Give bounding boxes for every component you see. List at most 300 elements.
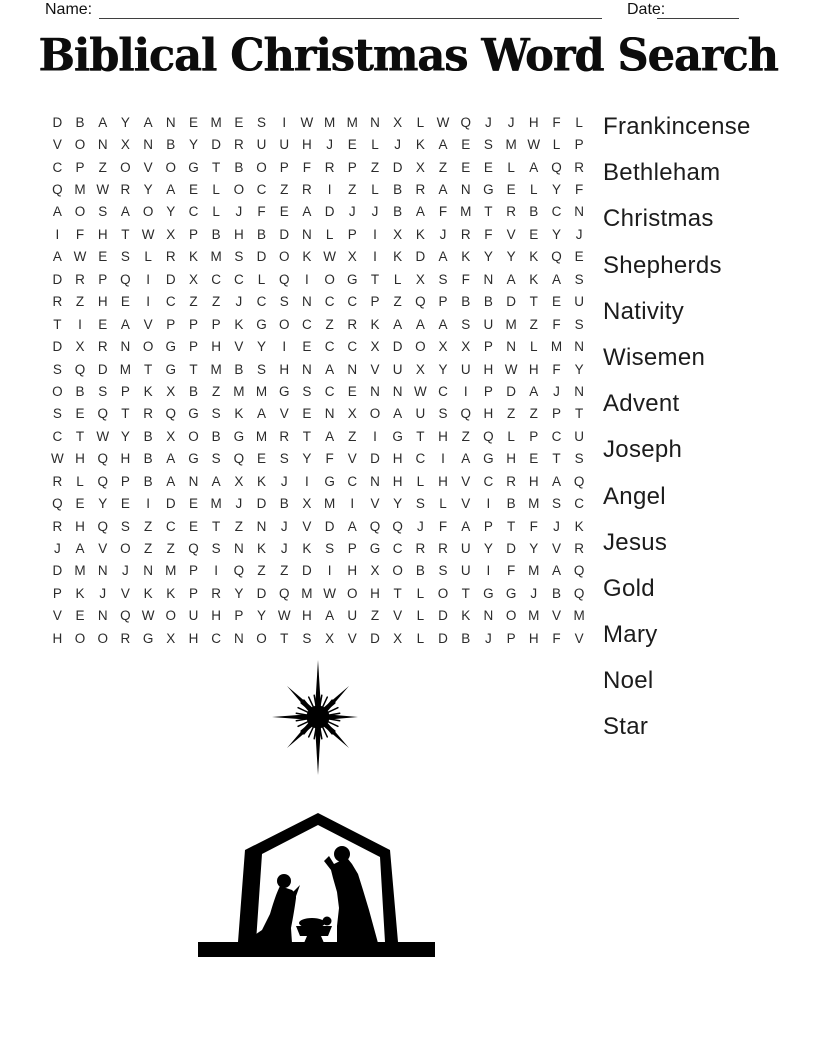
grid-letter: Y — [98, 496, 108, 512]
grid-letter: I — [327, 182, 332, 198]
grid-letter: J — [553, 383, 560, 399]
grid-letter: D — [52, 339, 63, 355]
grid-letter: J — [53, 541, 61, 557]
grid-letter: B — [143, 451, 153, 467]
grid-letter: Z — [189, 294, 198, 310]
grid-letter: X — [393, 114, 403, 130]
grid-letter: L — [393, 271, 402, 287]
grid-letter: A — [52, 249, 62, 265]
grid-letter: E — [347, 383, 357, 399]
grid-letter: A — [461, 518, 471, 534]
grid-letter: E — [302, 406, 312, 422]
grid-letter: Q — [392, 518, 403, 534]
grid-letter: M — [528, 563, 540, 579]
grid-letter: Y — [188, 137, 198, 153]
grid-letter: V — [551, 541, 561, 557]
grid-letter: S — [211, 406, 221, 422]
grid-letter: F — [506, 563, 516, 579]
grid-letter: P — [234, 608, 244, 624]
grid-letter: E — [483, 159, 493, 175]
grid-letter: P — [347, 226, 357, 242]
grid-letter: G — [369, 541, 381, 557]
grid-letter: B — [75, 383, 85, 399]
grid-letter: I — [282, 114, 287, 130]
grid-letter: J — [326, 137, 333, 153]
grid-letter: O — [165, 159, 177, 175]
grid-letter: N — [506, 339, 516, 355]
grid-letter: L — [575, 114, 583, 130]
grid-letter: D — [302, 563, 312, 579]
grid-letter: F — [257, 204, 266, 220]
grid-letter: D — [370, 630, 380, 646]
grid-letter: F — [75, 226, 85, 242]
grid-letter: T — [75, 428, 85, 444]
grid-letter: L — [507, 159, 515, 175]
grid-letter: D — [165, 271, 176, 287]
grid-letter: B — [393, 182, 403, 198]
grid-letter: O — [142, 204, 154, 220]
grid-letter: H — [188, 630, 199, 646]
grid-letter: N — [483, 271, 494, 287]
grid-letter: A — [325, 361, 335, 377]
grid-letter: Q — [233, 451, 245, 467]
grid-letter: V — [120, 585, 130, 601]
grid-letter: S — [257, 361, 267, 377]
grid-letter: L — [325, 226, 334, 242]
grid-letter: J — [394, 137, 402, 153]
grid-letter: I — [305, 271, 309, 287]
word-search-grid — [46, 111, 591, 650]
date-input-line[interactable] — [657, 0, 739, 19]
grid-letter: J — [371, 204, 379, 220]
grid-letter: P — [551, 406, 561, 422]
grid-letter: H — [528, 473, 539, 489]
grid-letter: A — [257, 406, 267, 422]
grid-letter: I — [373, 226, 377, 242]
grid-letter: R — [415, 541, 426, 557]
grid-letter: E — [75, 406, 85, 422]
grid-letter: Q — [573, 473, 585, 489]
grid-letter: M — [210, 114, 222, 130]
grid-letter: Y — [257, 608, 267, 624]
grid-letter: E — [529, 451, 539, 467]
grid-letter: B — [234, 159, 244, 175]
grid-letter: Y — [302, 451, 312, 467]
grid-letter: V — [279, 406, 289, 422]
grid-letter: Z — [529, 406, 538, 422]
grid-letter: T — [529, 294, 538, 310]
grid-letter: O — [120, 541, 131, 557]
grid-letter: H — [211, 339, 222, 355]
grid-letter: Z — [280, 182, 289, 198]
grid-letter: T — [552, 451, 561, 467]
grid-letter: V — [347, 630, 357, 646]
grid-letter: T — [302, 428, 312, 444]
grid-letter: A — [302, 204, 312, 220]
grid-letter: B — [483, 294, 493, 310]
grid-letter: B — [461, 294, 471, 310]
grid-letter: T — [212, 518, 221, 534]
grid-letter: T — [121, 406, 130, 422]
grid-letter: J — [416, 518, 424, 534]
grid-letter: Q — [278, 585, 290, 601]
grid-letter: Q — [551, 159, 562, 175]
grid-letter: S — [279, 294, 289, 310]
grid-letter: R — [97, 339, 108, 355]
grid-letter: E — [302, 339, 312, 355]
grid-letter: T — [189, 361, 198, 377]
grid-letter: D — [52, 114, 63, 130]
grid-letter: D — [438, 608, 448, 624]
grid-letter: U — [279, 137, 290, 153]
grid-letter: G — [188, 159, 199, 175]
grid-letter: M — [210, 361, 222, 377]
grid-letter: L — [416, 114, 425, 130]
grid-letter: U — [460, 563, 471, 579]
grid-letter: N — [483, 608, 494, 624]
grid-letter: C — [324, 339, 335, 355]
grid-letter: W — [527, 137, 541, 153]
grid-letter: K — [143, 383, 153, 399]
grid-letter: V — [370, 496, 380, 512]
grid-letter: Q — [52, 182, 63, 198]
grid-letter: Q — [460, 406, 471, 422]
word-list-item: Gold — [603, 574, 655, 602]
grid-letter: J — [348, 204, 356, 220]
grid-letter: Q — [74, 361, 86, 377]
grid-letter: R — [233, 137, 244, 153]
grid-letter: H — [506, 451, 516, 467]
grid-letter: Q — [551, 249, 562, 265]
grid-letter: U — [415, 406, 426, 422]
grid-letter: L — [530, 182, 538, 198]
grid-letter: N — [143, 137, 153, 153]
grid-letter: R — [211, 585, 222, 601]
grid-letter: S — [257, 114, 267, 130]
nativity-base — [198, 942, 435, 957]
grid-letter: A — [551, 271, 561, 287]
grid-letter: D — [506, 383, 516, 399]
grid-letter: F — [552, 114, 561, 130]
grid-letter: B — [211, 428, 221, 444]
grid-letter: D — [324, 518, 335, 534]
grid-letter: D — [506, 541, 516, 557]
grid-letter: Y — [143, 182, 153, 198]
grid-letter: H — [97, 226, 108, 242]
grid-letter: E — [279, 204, 289, 220]
grid-letter: E — [234, 114, 244, 130]
grid-letter: D — [438, 630, 448, 646]
grid-letter: D — [370, 451, 380, 467]
grid-letter: S — [52, 361, 62, 377]
grid-letter: L — [371, 137, 379, 153]
grid-letter: Z — [506, 406, 516, 422]
grid-letter: T — [280, 630, 289, 646]
grid-letter: M — [74, 182, 86, 198]
grid-letter: I — [55, 226, 60, 242]
grid-letter: C — [551, 204, 562, 220]
grid-letter: A — [506, 271, 516, 287]
grid-letter: O — [256, 159, 267, 175]
grid-letter: E — [120, 496, 130, 512]
grid-letter: U — [392, 361, 403, 377]
grid-letter: A — [347, 518, 357, 534]
page-title: Biblical Christmas Word Search — [38, 30, 778, 82]
grid-letter: Z — [212, 383, 221, 399]
grid-letter: D — [256, 496, 267, 512]
word-list-item: Joseph — [603, 436, 683, 464]
grid-letter: C — [324, 383, 335, 399]
grid-letter: W — [50, 451, 64, 467]
grid-letter: X — [370, 339, 380, 355]
grid-letter: A — [461, 451, 471, 467]
grid-letter: A — [529, 159, 539, 175]
grid-letter: T — [143, 361, 153, 377]
grid-letter: U — [574, 428, 585, 444]
grid-letter: Z — [257, 563, 266, 579]
grid-letter: Q — [97, 451, 108, 467]
grid-letter: A — [166, 473, 176, 489]
grid-letter: P — [188, 563, 198, 579]
word-list-item: Shepherds — [603, 251, 722, 279]
grid-letter: T — [370, 271, 380, 287]
grid-letter: R — [324, 159, 335, 175]
grid-letter: L — [416, 630, 425, 646]
grid-letter: V — [393, 608, 403, 624]
grid-letter: X — [393, 630, 403, 646]
grid-letter: O — [278, 316, 290, 332]
grid-letter: C — [574, 496, 585, 512]
grid-letter: B — [506, 496, 516, 512]
grid-letter: K — [234, 316, 244, 332]
grid-letter: C — [438, 383, 448, 399]
grid-letter: F — [529, 518, 538, 534]
grid-letter: L — [212, 182, 220, 198]
grid-letter: Q — [369, 518, 381, 534]
grid-letter: Y — [257, 339, 267, 355]
grid-letter: B — [143, 428, 153, 444]
grid-letter: J — [280, 518, 288, 534]
grid-letter: C — [165, 518, 176, 534]
grid-letter: G — [324, 473, 335, 489]
grid-letter: D — [165, 496, 176, 512]
grid-letter: K — [257, 473, 267, 489]
grid-letter: K — [415, 137, 425, 153]
grid-letter: J — [235, 294, 243, 310]
grid-letter: K — [529, 271, 539, 287]
grid-letter: N — [302, 226, 312, 242]
grid-letter: Q — [573, 563, 585, 579]
grid-letter: Z — [234, 518, 243, 534]
grid-letter: V — [370, 361, 380, 377]
grid-letter: P — [188, 339, 198, 355]
grid-letter: E — [188, 182, 198, 198]
grid-letter: M — [74, 563, 86, 579]
grid-letter: S — [302, 383, 312, 399]
grid-letter: Q — [573, 585, 585, 601]
grid-letter: P — [166, 316, 176, 332]
grid-letter: E — [257, 451, 267, 467]
grid-letter: P — [98, 271, 108, 287]
grid-letter: D — [279, 226, 290, 242]
grid-letter: F — [575, 182, 584, 198]
grid-letter: G — [165, 361, 177, 377]
grid-letter: L — [212, 204, 220, 220]
grid-letter: H — [279, 361, 290, 377]
grid-letter: Y — [393, 496, 403, 512]
grid-letter: E — [461, 159, 471, 175]
star-of-bethlehem-icon — [238, 656, 398, 778]
grid-letter: M — [323, 114, 336, 130]
grid-letter: M — [210, 496, 222, 512]
grid-letter: R — [347, 316, 358, 332]
grid-letter: S — [415, 496, 425, 512]
grid-letter: Q — [165, 406, 177, 422]
grid-letter: W — [323, 585, 336, 601]
grid-letter: N — [97, 137, 108, 153]
grid-letter: Q — [415, 294, 426, 310]
grid-letter: U — [256, 137, 267, 153]
grid-letter: O — [392, 563, 403, 579]
grid-letter: N — [370, 383, 380, 399]
grid-letter: N — [97, 608, 108, 624]
grid-letter: E — [75, 608, 85, 624]
grid-letter: I — [282, 339, 287, 355]
grid-letter: H — [483, 361, 494, 377]
grid-letter: Z — [348, 428, 357, 444]
grid-letter: V — [461, 496, 471, 512]
grid-letter: K — [257, 541, 267, 557]
word-list-item: Mary — [603, 621, 658, 649]
grid-letter: D — [256, 249, 267, 265]
word-list-item: Christmas — [603, 205, 714, 233]
word-list-item: Star — [603, 713, 649, 741]
grid-letter: Z — [166, 541, 175, 557]
grid-letter: A — [393, 316, 403, 332]
grid-letter: W — [323, 249, 336, 265]
grid-letter: Z — [370, 608, 380, 624]
grid-letter: R — [143, 406, 153, 422]
grid-letter: V — [551, 608, 561, 624]
grid-letter: O — [415, 339, 426, 355]
grid-letter: M — [505, 137, 517, 153]
grid-letter: R — [52, 294, 63, 310]
grid-letter: F — [438, 204, 448, 220]
grid-letter: S — [52, 406, 62, 422]
grid-letter: D — [506, 294, 516, 310]
grid-letter: Q — [97, 406, 108, 422]
grid-letter: F — [302, 159, 312, 175]
grid-letter: R — [165, 249, 176, 265]
grid-letter: D — [211, 137, 222, 153]
grid-letter: Z — [212, 294, 221, 310]
grid-letter: G — [142, 630, 154, 646]
grid-letter: J — [575, 226, 583, 242]
grid-letter: I — [305, 473, 309, 489]
grid-letter: E — [506, 182, 516, 198]
grid-letter: C — [551, 428, 562, 444]
grid-letter: P — [75, 159, 85, 175]
grid-letter: H — [438, 473, 448, 489]
grid-letter: J — [507, 114, 515, 130]
grid-letter: C — [347, 339, 358, 355]
grid-letter: X — [370, 563, 380, 579]
grid-letter: F — [552, 630, 561, 646]
grid-letter: I — [214, 563, 219, 579]
grid-letter: D — [52, 271, 63, 287]
grid-letter: K — [415, 226, 425, 242]
grid-letter: H — [97, 294, 108, 310]
grid-letter: K — [302, 541, 312, 557]
grid-letter: C — [347, 473, 358, 489]
grid-letter: K — [143, 585, 153, 601]
grid-letter: K — [234, 406, 244, 422]
grid-letter: X — [461, 339, 471, 355]
grid-letter: O — [52, 383, 63, 399]
grid-letter: W — [73, 249, 87, 265]
grid-letter: N — [188, 473, 199, 489]
grid-letter: W — [141, 226, 155, 242]
grid-letter: H — [233, 226, 244, 242]
grid-letter: R — [460, 226, 471, 242]
grid-letter: F — [325, 451, 334, 467]
grid-letter: D — [392, 159, 403, 175]
grid-letter: V — [98, 541, 108, 557]
grid-letter: H — [75, 451, 85, 467]
grid-letter: C — [256, 294, 267, 310]
grid-letter: A — [529, 383, 539, 399]
grid-letter: I — [78, 316, 82, 332]
grid-letter: O — [74, 204, 86, 220]
name-input-line[interactable] — [99, 0, 602, 19]
grid-letter: S — [461, 316, 471, 332]
grid-letter: H — [483, 406, 494, 422]
grid-letter: O — [278, 249, 290, 265]
grid-letter: J — [99, 585, 107, 601]
grid-letter: B — [257, 226, 267, 242]
grid-letter: Q — [278, 271, 290, 287]
grid-letter: X — [415, 159, 425, 175]
grid-letter: Z — [529, 316, 538, 332]
grid-letter: P — [52, 585, 62, 601]
grid-letter: Y — [234, 585, 244, 601]
grid-letter: C — [52, 159, 63, 175]
grid-letter: N — [120, 339, 131, 355]
grid-letter: A — [211, 473, 221, 489]
grid-letter: X — [302, 496, 312, 512]
grid-letter: I — [486, 563, 491, 579]
grid-letter: H — [392, 473, 403, 489]
grid-letter: O — [347, 585, 358, 601]
grid-letter: S — [438, 563, 448, 579]
grid-letter: T — [461, 585, 470, 601]
grid-letter: M — [255, 383, 268, 399]
grid-letter: I — [373, 428, 377, 444]
grid-letter: N — [233, 630, 244, 646]
word-list-item: Nativity — [603, 297, 685, 325]
grid-letter: O — [120, 159, 131, 175]
grid-letter: A — [551, 563, 561, 579]
grid-letter: S — [120, 518, 130, 534]
grid-letter: M — [301, 585, 313, 601]
grid-letter: F — [484, 226, 493, 242]
grid-letter: C — [211, 271, 222, 287]
grid-letter: R — [574, 159, 585, 175]
grid-letter: P — [483, 518, 493, 534]
grid-letter: D — [415, 249, 426, 265]
grid-letter: Q — [460, 114, 471, 130]
grid-letter: R — [574, 541, 585, 557]
